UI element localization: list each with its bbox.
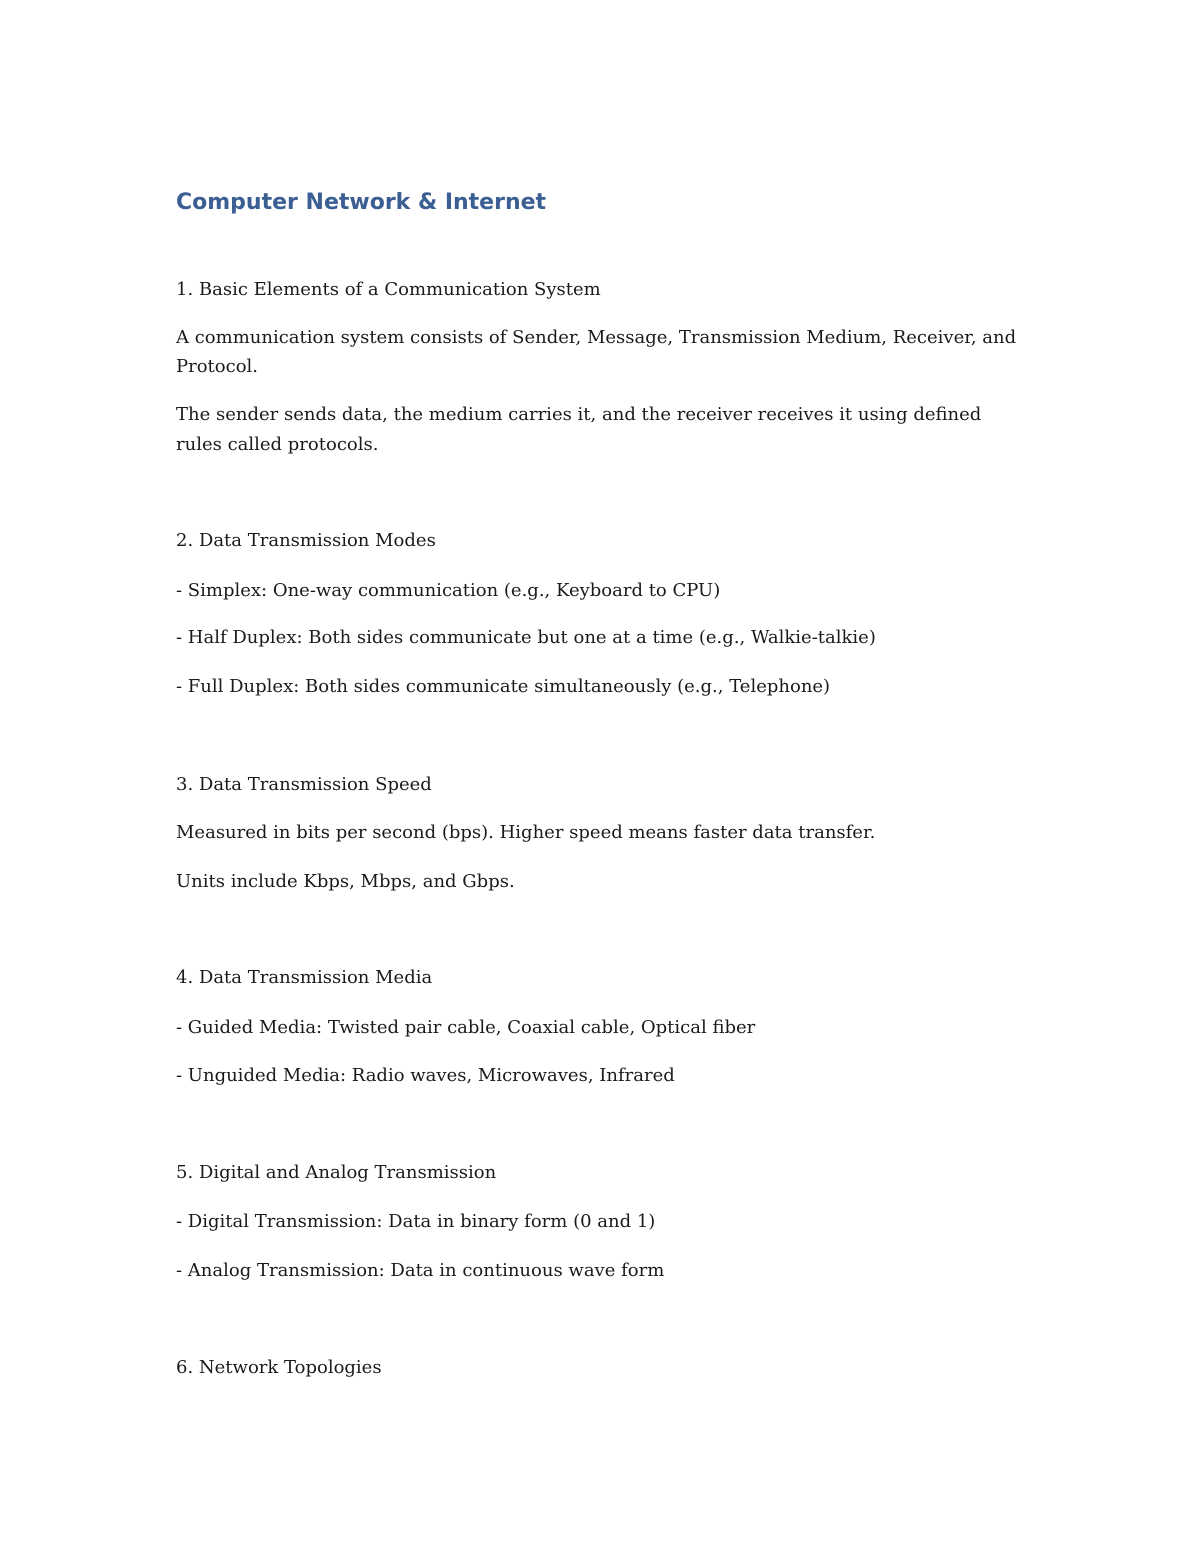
section-1-line-3: The sender sends data, the medium carries it, and the receiver receives it using defined [176,404,982,425]
section-1-heading: 1. Basic Elements of a Communication System [176,279,601,300]
section-1-line-1: A communication system consists of Sender, Message, Transmission Medium, Receiver, and [176,327,1017,348]
document-title: Computer Network & Internet [176,190,547,215]
section-6-heading: 6. Network Topologies [176,1357,382,1378]
section-1-line-4: rules called protocols. [176,434,379,455]
section-1-line-2: Protocol. [176,356,259,377]
section-4-line-1: - Guided Media: Twisted pair cable, Coaxial cable, Optical fiber [176,1017,756,1038]
section-2-heading: 2. Data Transmission Modes [176,530,436,551]
section-5-heading: 5. Digital and Analog Transmission [176,1162,497,1183]
section-3-line-2: Units include Kbps, Mbps, and Gbps. [176,871,515,892]
section-2-line-2: - Half Duplex: Both sides communicate but one at a time (e.g., Walkie-talkie) [176,627,876,648]
section-5-line-1: - Digital Transmission: Data in binary form (0 and 1) [176,1211,656,1232]
section-3-heading: 3. Data Transmission Speed [176,774,432,795]
section-3-line-1: Measured in bits per second (bps). Higher speed means faster data transfer. [176,822,876,843]
section-2-line-1: - Simplex: One-way communication (e.g., Keyboard to CPU) [176,580,721,601]
section-2-line-3: - Full Duplex: Both sides communicate simultaneously (e.g., Telephone) [176,676,831,697]
section-4-line-2: - Unguided Media: Radio waves, Microwaves, Infrared [176,1065,675,1086]
section-5-line-2: - Analog Transmission: Data in continuous wave form [176,1260,665,1281]
section-4-heading: 4. Data Transmission Media [176,967,433,988]
